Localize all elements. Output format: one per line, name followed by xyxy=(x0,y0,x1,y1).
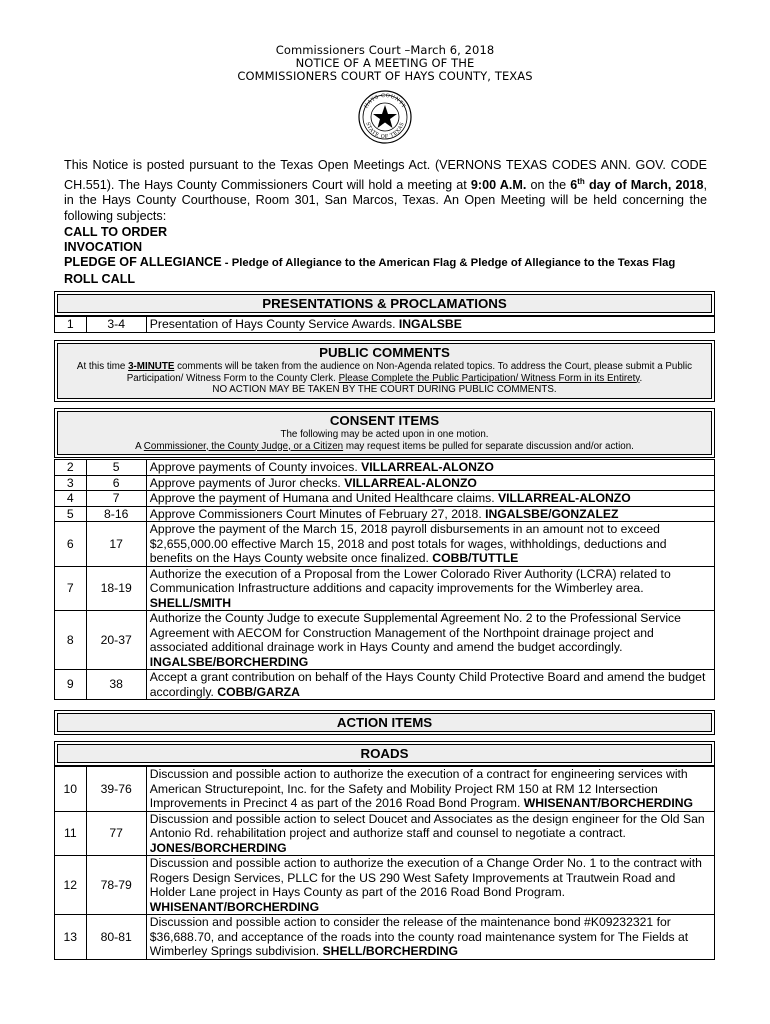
item-number: 12 xyxy=(55,856,87,915)
notice-paragraph xyxy=(64,158,707,224)
item-pages: 38 xyxy=(86,670,146,700)
item-description xyxy=(146,317,714,333)
action-items-section-header xyxy=(54,710,715,735)
item-pages: 20-37 xyxy=(86,611,146,670)
item-sponsor: VILLARREAL-ALONZO xyxy=(498,491,631,505)
presentations-table xyxy=(54,316,715,333)
item-sponsor: SHELL/SMITH xyxy=(149,595,232,610)
item-number: 3 xyxy=(55,475,87,491)
item-number: 13 xyxy=(55,915,87,960)
item-sponsor: JONES/BORCHERDING xyxy=(149,840,287,855)
item-sponsor: COBB/TUTTLE xyxy=(432,551,519,565)
seal-bottom-text: STATE OF TEXAS xyxy=(364,121,406,141)
item-pages: 78-79 xyxy=(86,856,146,915)
table-row xyxy=(55,506,715,522)
table-row xyxy=(55,915,715,960)
consent-note-2b: Commissioner, the County Judge, or a Citizen xyxy=(143,440,344,452)
item-description xyxy=(146,475,714,491)
opening-items xyxy=(64,225,675,287)
item-pages: 5 xyxy=(86,460,146,476)
consent-section-header xyxy=(54,408,715,458)
item-text: Accept a grant contribution on behalf of the Hays County Child Protective Board and amend the budget accordingly. xyxy=(149,670,706,699)
item-pages: 39-76 xyxy=(86,767,146,812)
header-notice-line: NOTICE OF A MEETING OF THE xyxy=(295,56,475,70)
header-court-line: COMMISSIONERS COURT OF HAYS COUNTY, TEXAS xyxy=(237,69,533,83)
table-row xyxy=(55,611,715,670)
consent-note-1: The following may be acted upon in one motion. xyxy=(280,429,489,440)
item-description xyxy=(146,856,714,915)
seal-top-text: HAYS COUNTY xyxy=(363,92,407,110)
item-description xyxy=(146,506,714,522)
table-row xyxy=(55,522,715,567)
item-description xyxy=(146,611,714,670)
public-comments-section xyxy=(54,340,715,402)
pc-note-text: At this time xyxy=(76,361,129,372)
table-row xyxy=(55,491,715,507)
pledge-line xyxy=(64,255,675,271)
item-pages: 7 xyxy=(86,491,146,507)
item-number: 8 xyxy=(55,611,87,670)
pc-note-no-action: NO ACTION MAY BE TAKEN BY THE COURT DURING PUBLIC COMMENTS. xyxy=(212,384,557,395)
item-description xyxy=(146,491,714,507)
item-sponsor: SHELL/BORCHERDING xyxy=(322,944,458,958)
item-description xyxy=(146,811,714,856)
item-sponsor: COBB/GARZA xyxy=(217,684,300,699)
item-pages: 77 xyxy=(86,811,146,856)
roads-title: ROADS xyxy=(360,746,409,761)
consent-table xyxy=(54,459,715,700)
item-description xyxy=(146,670,714,700)
pledge-detail: - Pledge of Allegiance to the American Flag & Pledge of Allegiance to the Texas Flag xyxy=(221,257,676,270)
pc-note-duration: 3-MINUTE xyxy=(128,361,175,372)
item-pages: 6 xyxy=(86,475,146,491)
item-description xyxy=(146,767,714,812)
item-pages: 80-81 xyxy=(86,915,146,960)
header-date-line: Commissioners Court –March 6, 2018 xyxy=(275,43,495,57)
item-sponsor: INGALSBE xyxy=(398,317,462,332)
consent-note xyxy=(58,429,711,454)
public-comments-title: PUBLIC COMMENTS xyxy=(319,345,450,360)
meeting-date-rest: day of March, 2018 xyxy=(584,177,704,192)
item-text: Discussion and possible action to authorize the execution of a contract for engineering services with American Structurepoint, Inc. for the Safety and Mobility Project RM 150 at RM 12 Intersection Improvements in Precinct 4 as part of the 2016 Road Bond Program. xyxy=(149,767,688,810)
county-seal-icon xyxy=(357,89,413,145)
intro-text-1: This Notice is posted pursuant to the Texas Open Meetings Act. (VERNONS TEXAS CODES ANN. GOV. CODE CH.551). The Hays County Commissioners Court will hold a meeting at xyxy=(64,158,707,192)
item-number: 7 xyxy=(55,566,87,611)
table-row xyxy=(55,460,715,476)
item-text: Approve Commissioners Court Minutes of February 27, 2018. xyxy=(149,506,486,521)
pc-note-form-instruction: Please Complete the Public Participation/ Witness Form in its Entirety xyxy=(338,372,640,384)
roads-table xyxy=(54,766,715,960)
item-sponsor: INGALSBE/GONZALEZ xyxy=(485,506,619,521)
table-row xyxy=(55,566,715,611)
pledge-title: PLEDGE OF ALLEGIANCE xyxy=(64,255,222,270)
consent-note-2a: A xyxy=(135,440,144,452)
item-text: Discussion and possible action to select Doucet and Associates as the design engineer for the Old San Antonio Rd. rehabilitation project and authorize staff and counsel to negotiate a contract. xyxy=(149,811,705,840)
consent-title: CONSENT ITEMS xyxy=(329,413,440,428)
item-description xyxy=(146,460,714,476)
document-header xyxy=(0,0,770,148)
presentations-title: PRESENTATIONS & PROCLAMATIONS xyxy=(262,296,507,311)
item-pages: 18-19 xyxy=(86,566,146,611)
public-comments-note xyxy=(58,361,711,398)
item-sponsor: VILLARREAL-ALONZO xyxy=(344,475,477,490)
table-row xyxy=(55,317,715,333)
item-number: 6 xyxy=(55,522,87,567)
call-to-order: CALL TO ORDER xyxy=(64,225,168,239)
invocation: INVOCATION xyxy=(64,240,143,255)
meeting-time: 9:00 A.M. xyxy=(470,177,527,192)
presentations-section-header xyxy=(54,291,715,316)
item-number: 5 xyxy=(55,506,87,522)
meeting-day-suffix: th xyxy=(577,176,585,186)
item-text: Authorize the County Judge to execute Supplemental Agreement No. 2 to the Professional Service Agreement with AECOM for Construction Management of the Northpoint drainage project and associated additional drainage work in Hays County and amend the budget accordingly. xyxy=(149,611,681,654)
item-description xyxy=(146,915,714,960)
item-sponsor: WHISENANT/BORCHERDING xyxy=(523,796,694,810)
item-text: Approve the payment of Humana and United Healthcare claims. xyxy=(149,491,498,505)
item-text: Authorize the execution of a Proposal from the Lower Colorado River Authority (LCRA) related to Communication Infrastructure additions and capacity improvements for the Wimberley area. xyxy=(149,566,671,595)
item-text: Presentation of Hays County Service Awards. xyxy=(149,317,399,332)
table-row xyxy=(55,475,715,491)
item-pages: 17 xyxy=(86,522,146,567)
item-text: Approve payments of Juror checks. xyxy=(149,475,345,490)
item-number: 4 xyxy=(55,491,87,507)
item-sponsor: INGALSBE/BORCHERDING xyxy=(149,654,309,669)
item-pages: 3-4 xyxy=(86,317,146,333)
intro-text-2: on the xyxy=(526,177,571,192)
item-description xyxy=(146,522,714,567)
roll-call: ROLL CALL xyxy=(64,271,136,286)
item-text: Discussion and possible action to consider the release of the maintenance bond #K09232321 for $36,688.70, and acceptance of the roads into the county road maintenance system for The Fields at Wimberley Springs subdivision. xyxy=(149,915,689,958)
table-row xyxy=(55,811,715,856)
consent-note-2c: may request items be pulled for separate discussion and/or action. xyxy=(343,440,634,452)
item-number: 2 xyxy=(55,460,87,476)
table-row xyxy=(55,856,715,915)
item-text: Approve payments of County invoices. xyxy=(149,460,362,474)
item-number: 10 xyxy=(55,767,87,812)
item-number: 11 xyxy=(55,811,87,856)
pc-note-period: . xyxy=(639,372,643,384)
item-pages: 8-16 xyxy=(86,506,146,522)
item-text: Approve the payment of the March 15, 2018 payroll disbursements in an amount not to exceed $2,655,000.00 effective March 15, 2018 and post totals for wages, withholdings, deductions and benefits on the Hays County website once finalized. xyxy=(149,522,667,565)
table-row xyxy=(55,767,715,812)
item-text: Discussion and possible action to authorize the execution of a Change Order No. 1 to the contract with Rogers Design Services, PLLC for the US 290 West Safety Improvements at Trautwein Road and Holder Lane project in Hays County as part of the 2016 Road Bond Program. xyxy=(149,856,702,899)
intro-text-3: , in the Hays County Courthouse, Room 301, San Marcos, Texas. An Open Meeting will be held concerning the following subjects: xyxy=(64,177,707,223)
item-sponsor: VILLARREAL-ALONZO xyxy=(361,460,494,474)
meeting-day: 6 xyxy=(570,177,578,192)
action-items-title: ACTION ITEMS xyxy=(336,715,433,730)
item-description xyxy=(146,566,714,611)
item-number: 9 xyxy=(55,670,87,700)
item-number: 1 xyxy=(55,317,87,333)
pc-note-text-2: comments will be taken from the audience on Non-Agenda related topics. To address the Court, please submit a Public Participation/ Witness Form to the County Clerk. xyxy=(126,361,693,384)
item-sponsor: WHISENANT/BORCHERDING xyxy=(149,899,320,914)
roads-section-header xyxy=(54,741,715,766)
table-row xyxy=(55,670,715,700)
